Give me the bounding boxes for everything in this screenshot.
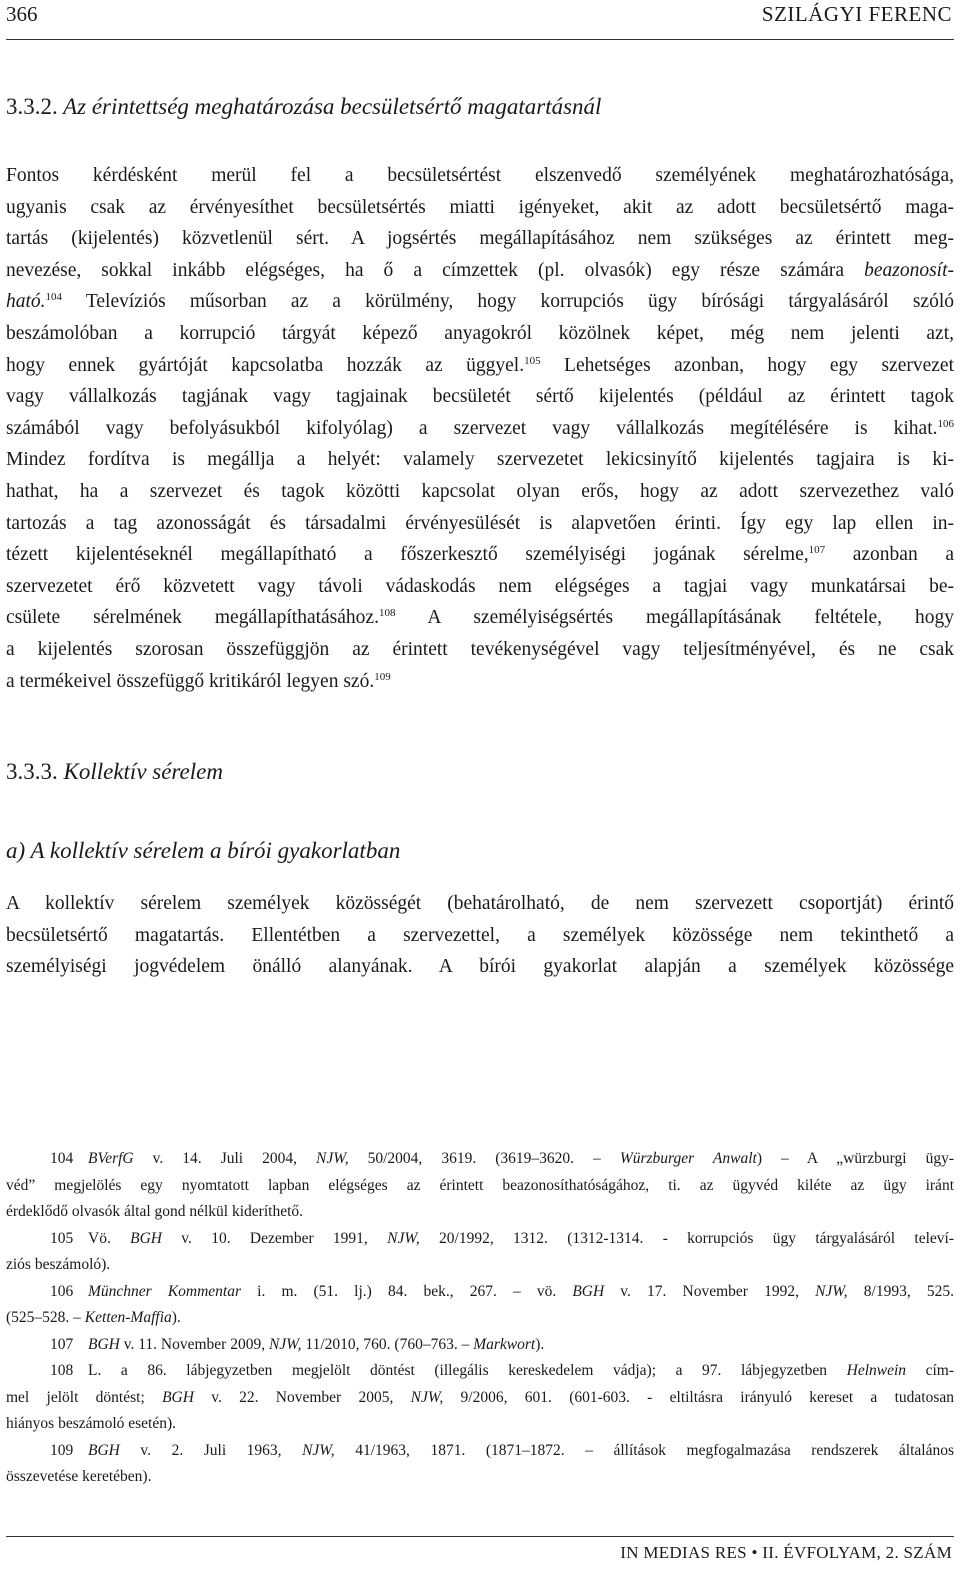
text-line: csülete sérelmének megállapíthatásához.$^{108}$ A személyiségsértés megállapításának feltétele, hogy <box>6 607 954 629</box>
text-line: beszámolóban a korrupció tárgyát képező anyagokról közölnek képet, még nem jelenti azt, <box>6 322 954 344</box>
text-line: a termékeivel összefüggő kritikáról legyen szó.$^{109}$ <box>6 670 391 692</box>
body-paragraph-1 <box>6 160 954 697</box>
footnote-ref-109[interactable]: 109 <box>374 670 391 683</box>
body-paragraph-2 <box>6 888 954 983</box>
footnote-number: 104 <box>50 1150 74 1167</box>
footnote-105: 105 Vö. BGH v. 10. Dezember 1991, NJW, 20/1992, 1312. (1312-1314. - korrupciós ügy tárgyalásáról televí- ziós beszámoló). <box>6 1226 954 1279</box>
text-line: hathat, ha a szervezet és tagok közötti kapcsolat olyan erős, hogy az adott szervezethez való <box>6 480 954 502</box>
header-rule <box>6 39 954 40</box>
footnote-106: 106 Münchner Kommentar i. m. (51. lj.) 84. bek., 267. – vö. BGH v. 17. November 1992, NJW, 8/1993, 525. (525–528. – Ketten-Maffia). <box>6 1279 954 1332</box>
text-line: Fontos kérdésként merül fel a becsületsértést elszenvedő személyének meghatározhatósága, <box>6 165 954 186</box>
page-header <box>6 2 952 32</box>
footnote-ref-105[interactable]: 105 <box>524 354 541 367</box>
footnote-number: 107 <box>50 1335 74 1353</box>
text-line: szervezetet érő közvetett vagy távoli vádaskodás nem elégséges a tagjai vagy munkatársai be- <box>6 575 954 597</box>
journal-footer: IN MEDIAS RES • II. ÉVFOLYAM, 2. SZÁM <box>620 1543 952 1562</box>
text-line: hogy ennek gyártóját kapcsolatba hozzák az üggyel.$^{105}$ Lehetséges azonban, hogy egy szervezet <box>6 354 954 376</box>
footnote-107: 107 BGH v. 11. November 2009, NJW, 11/2010, 760. (760–763. – Markwort). <box>6 1332 954 1359</box>
subsection-heading-a: a) A kollektív sérelem a bírói gyakorlatban <box>6 838 401 863</box>
footnote-number: 108 <box>50 1362 74 1379</box>
text-line: tézett kijelentéseknél megállapítható a főszerkesztő személyiségi jogának sérelme,$^{107}$ azonban a <box>6 544 954 566</box>
section-number: 3.3.3. <box>6 759 58 784</box>
section-heading-3-3-2 <box>6 94 601 120</box>
section-heading-3-3-3 <box>6 759 223 785</box>
footer-rule <box>6 1536 954 1537</box>
section-number: 3.3.2. <box>6 94 58 119</box>
text-line: számából vagy befolyásukból kifolyólag) a szervezet vagy vállalkozás megítélésére is kihat.$^{106}$ <box>6 417 954 439</box>
footnote-ref-107[interactable]: 107 <box>808 544 826 557</box>
footnote-number: 106 <box>50 1282 74 1300</box>
footnote-104: 104 BVerfG v. 14. Juli 2004, NJW, 50/2004, 3619. (3619–3620. – Würzburger Anwalt) – A „würzburgi ügy- véd” megjelölés egy nyomtatott lapban elégséges az érintett beazonosíthatóságához, ti. az ügyvéd kiléte az ügy iránt érdeklődő olvasók által gond nélkül kideríthető. <box>6 1146 954 1226</box>
text-line: a kijelentés szorosan összefüggjön az érintett tevékenységével vagy teljesítményével, és ne csak <box>6 638 954 660</box>
footnote-ref-108[interactable]: 108 <box>378 607 396 620</box>
text-line: vagy vállalkozás tagjának vagy tagjainak becsületét sértő kijelentés (például az érintett tagok <box>6 386 954 408</box>
page-number: 366 <box>6 2 38 26</box>
section-title: Az érintettség meghatározása becsületsértő magatartásnál <box>63 94 602 119</box>
text-line: nevezése, sokkal inkább elégséges, ha ő a címzettek (pl. olvasók) egy része számára beazonosít- <box>6 259 954 281</box>
footnote-108: 108 L. a 86. lábjegyzetben megjelölt döntést (illegális kereskedelem vádja); a 97. lábjegyzetben Helnwein cím- mel jelölt döntést; BGH v. 22. November 2005, NJW, 9/2006, 601. (601-603. - eltiltásra irányuló kereset a tudatosan hiányos beszámoló esetén). <box>6 1358 954 1438</box>
text-line: személyiségi jogvédelem önálló alanyának. A bírói gyakorlat alapján a személyek közössége <box>6 956 954 978</box>
text-line: tartás (kijelentés) közvetlenül sért. A jogsértés megállapításához nem szükséges az érintett meg- <box>6 228 954 250</box>
footnote-ref-104[interactable]: 104 <box>45 291 63 304</box>
footnote-number: 109 <box>50 1441 74 1459</box>
footnotes <box>6 1146 954 1491</box>
footnote-ref-106[interactable]: 106 <box>937 417 954 430</box>
text-line: ható.$^{104}$ Televíziós műsorban az a körülmény, hogy korrupciós ügy bírósági tárgyalásáról szóló <box>6 291 954 313</box>
text-line: A kollektív sérelem személyek közösségét (behatárolható, de nem szervezett csoportját) érintő <box>6 893 954 914</box>
running-head: SZILÁGYI FERENC <box>761 2 952 26</box>
footnote-number: 105 <box>50 1229 74 1247</box>
text-line: Mindez fordítva is megállja a helyét: valamely szervezetet lekicsinyítő kijelentés tagjaira is ki- <box>6 449 954 471</box>
text-line: becsületsértő magatartás. Ellentétben a szervezettel, a személyek közössége nem tekinthető a <box>6 924 954 946</box>
section-title: Kollektív sérelem <box>63 759 223 784</box>
text-line: ugyanis csak az érvényesíthet becsületsértés miatti igényeket, akit az adott becsületsértő maga- <box>6 196 954 218</box>
text-line: tartozás a tag azonosságát és társadalmi érvényesülését is alapvetően érinti. Így egy lap ellen in- <box>6 512 954 534</box>
footnote-109: 109 BGH v. 2. Juli 1963, NJW, 41/1963, 1871. (1871–1872. – állítások megfogalmazása rendszerek általános összevetése keretében). <box>6 1438 954 1491</box>
